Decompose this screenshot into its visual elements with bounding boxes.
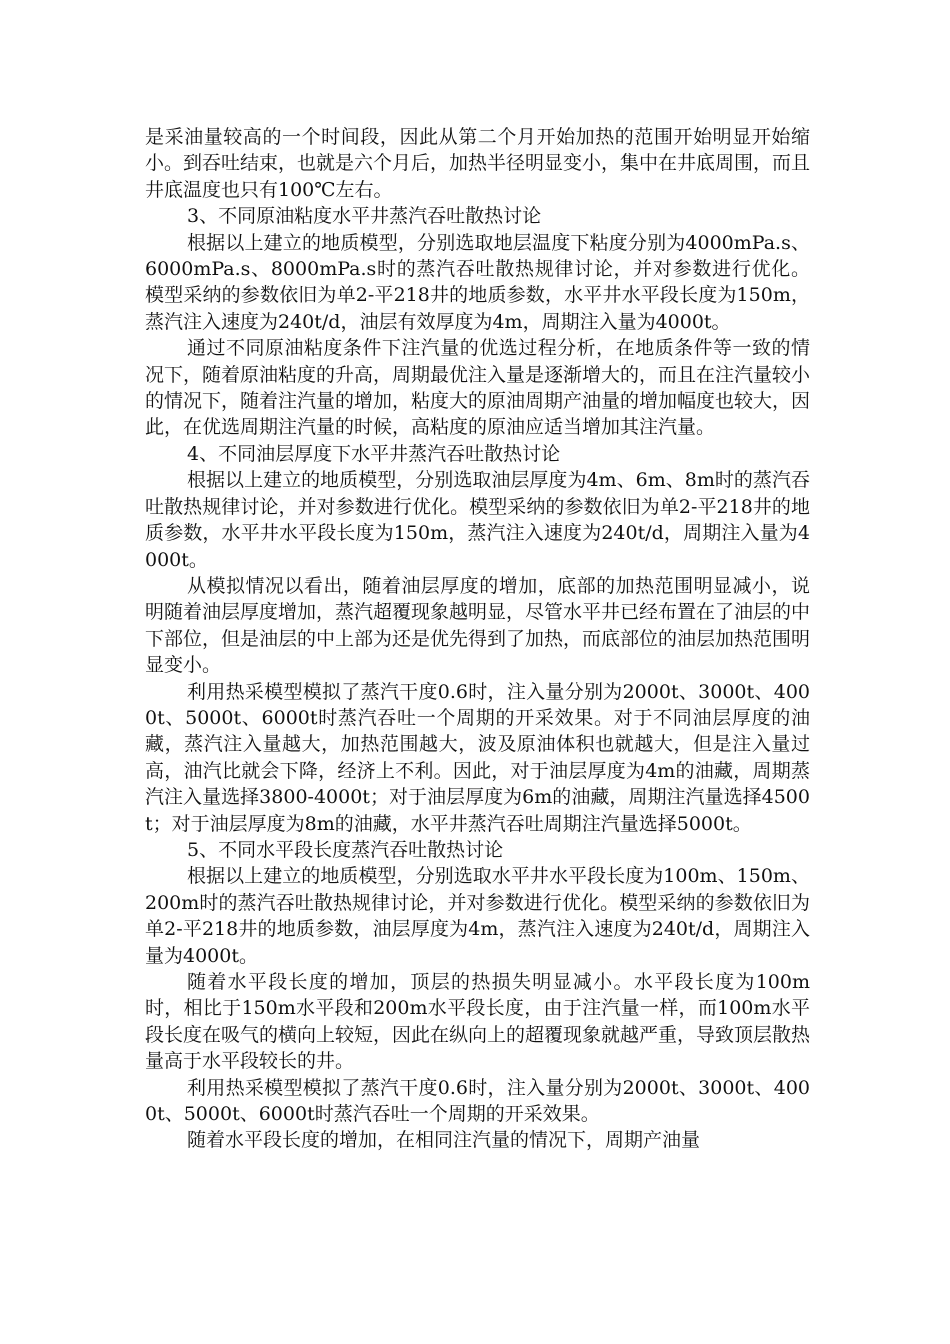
paragraph: 随着水平段长度的增加，顶层的热损失明显减小。水平段长度为100m时，相比于150m水平段和200m水平段长度，由于注汽量一样，而100m水平段长度在吸气的横向上较短，因此在纵向上的超覆现象就越严重，导致顶层散热量高于水平段较长的井。 bbox=[145, 971, 811, 1073]
section-heading-5: 5、不同水平段长度蒸汽吞吐散热讨论 bbox=[187, 838, 504, 861]
paragraph: 通过不同原油粘度条件下注汽量的优选过程分析，在地质条件等一致的情况下，随着原油粘度的升高，周期最优注入量是逐渐增大的，而且在注汽量较小的情况下，随着注汽量的增加，粘度大的原油周期产油量的增加幅度也较大，因此，在优选周期注汽量的时候，高粘度的原油应适当增加其注汽量。 bbox=[145, 337, 811, 439]
paragraph: 利用热采模型模拟了蒸汽干度0.6时，注入量分别为2000t、3000t、4000t、5000t、6000t时蒸汽吞吐一个周期的开采效果。 bbox=[145, 1076, 810, 1126]
paragraph: 从模拟情况以看出，随着油层厚度的增加，底部的加热范围明显减小，说明随着油层厚度增加，蒸汽超覆现象越明显，尽管水平井已经布置在了油层的中下部位，但是油层的中上部为还是优先得到了加热，而底部位的油层加热范围明显变小。 bbox=[145, 574, 811, 677]
paragraph: 根据以上建立的地质模型，分别选取水平井水平段长度为100m、150m、200m时的蒸汽吞吐散热规律讨论，并对参数进行优化。模型采纳的参数依旧为单2-平218井的地质参数，油层厚度为4m，蒸汽注入速度为240t/d，周期注入量为4000t。 bbox=[145, 865, 810, 967]
paragraph: 随着水平段长度的增加，在相同注汽量的情况下，周期产油量 bbox=[187, 1129, 701, 1152]
section-heading-4: 4、不同油层厚度下水平井蒸汽吞吐散热讨论 bbox=[187, 442, 561, 465]
document-body bbox=[145, 124, 810, 1154]
paragraph: 根据以上建立的地质模型，分别选取地层温度下粘度分别为4000mPa.s、6000mPa.s、8000mPa.s时的蒸汽吞吐散热规律讨论，并对参数进行优化。模型采纳的参数依旧为单2-平218井的地质参数，水平井水平段长度为150m，蒸汽注入速度为240t/d，油层有效厚度为4m，周期注入量为4000t。 bbox=[145, 231, 810, 333]
section-heading-3: 3、不同原油粘度水平井蒸汽吞吐散热讨论 bbox=[187, 205, 542, 228]
paragraph: 利用热采模型模拟了蒸汽干度0.6时，注入量分别为2000t、3000t、4000t、5000t、6000t时蒸汽吞吐一个周期的开采效果。对于不同油层厚度的油藏，蒸汽注入量越大，加热范围越大，波及原油体积也就越大，但是注入量过高，油汽比就会下降，经济上不利。因此，对于油层厚度为4m的油藏，周期蒸汽注入量选择3800-4000t；对于油层厚度为6m的油藏，周期注汽量选择4500t；对于油层厚度为8m的油藏，水平井蒸汽吞吐周期注汽量选择5000t。 bbox=[145, 680, 810, 835]
paragraph: 根据以上建立的地质模型，分别选取油层厚度为4m、6m、8m时的蒸汽吞吐散热规律讨论，并对参数进行优化。模型采纳的参数依旧为单2-平218井的地质参数，水平井水平段长度为150m，蒸汽注入速度为240t/d，周期注入量为4000t。 bbox=[145, 469, 810, 571]
paragraph-continued: 是采油量较高的一个时间段，因此从第二个月开始加热的范围开始明显开始缩小。到吞吐结束，也就是六个月后，加热半径明显变小，集中在井底周围，而且井底温度也只有100℃左右。 bbox=[145, 126, 811, 201]
